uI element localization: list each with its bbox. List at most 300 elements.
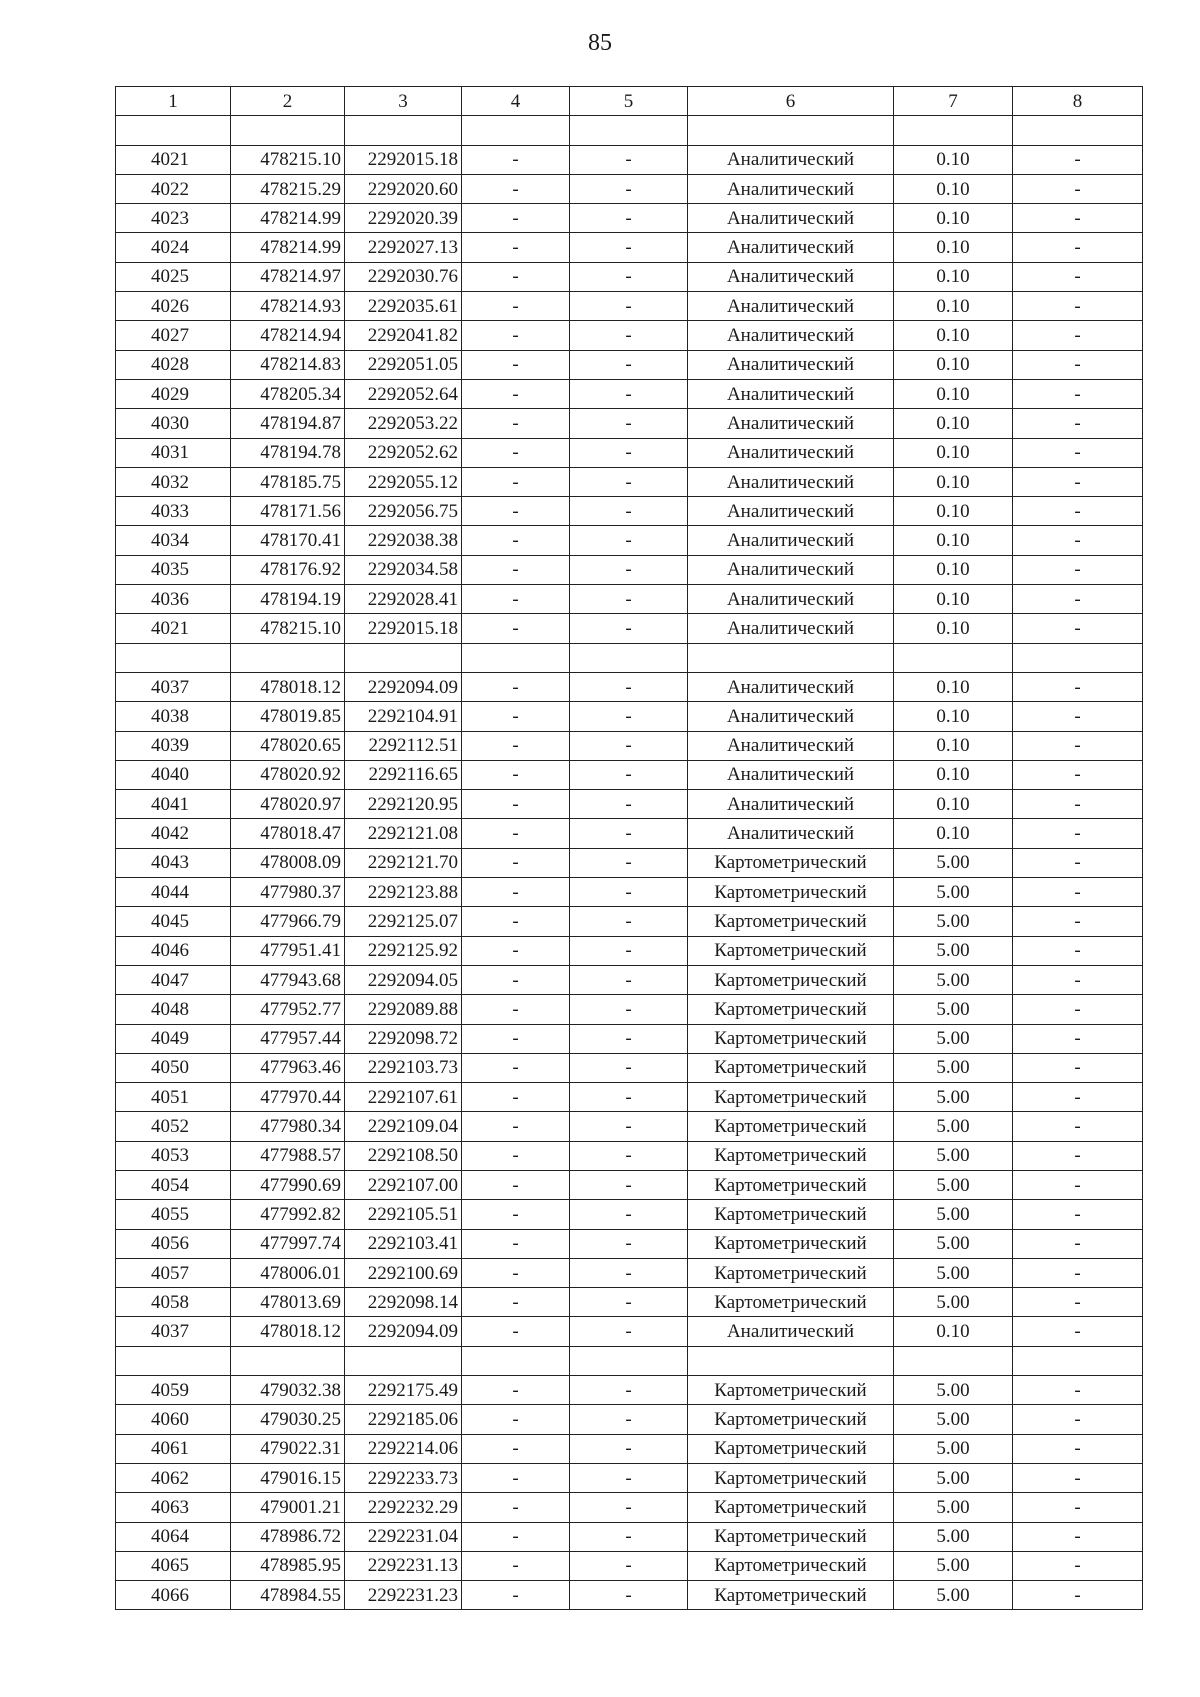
coord-x-cell: 478205.34 bbox=[231, 379, 345, 408]
coord-x-cell: 479016.15 bbox=[231, 1463, 345, 1492]
coord-y-cell: 2292116.65 bbox=[345, 760, 462, 789]
method-cell: Картометрический bbox=[688, 1170, 894, 1199]
coord-x-cell: 477952.77 bbox=[231, 995, 345, 1024]
col-4-cell: - bbox=[462, 1405, 570, 1434]
point-number-cell: 4032 bbox=[116, 467, 231, 496]
point-number-cell: 4042 bbox=[116, 819, 231, 848]
col-4-cell bbox=[462, 643, 570, 672]
col-5-cell: - bbox=[570, 555, 688, 584]
col-8-cell: - bbox=[1013, 379, 1143, 408]
header-row bbox=[116, 87, 1143, 116]
table-row bbox=[116, 878, 1143, 907]
coord-x-cell: 477963.46 bbox=[231, 1053, 345, 1082]
coord-x-cell: 479032.38 bbox=[231, 1376, 345, 1405]
method-cell: Аналитический bbox=[688, 292, 894, 321]
method-cell: Аналитический bbox=[688, 409, 894, 438]
col-5-cell: - bbox=[570, 936, 688, 965]
table-row bbox=[116, 760, 1143, 789]
col-5-cell: - bbox=[570, 848, 688, 877]
table-body bbox=[116, 116, 1143, 1610]
coord-y-cell: 2292109.04 bbox=[345, 1112, 462, 1141]
col-8-cell: - bbox=[1013, 321, 1143, 350]
table-row bbox=[116, 204, 1143, 233]
accuracy-cell: 0.10 bbox=[894, 760, 1013, 789]
coord-x-cell: 477980.34 bbox=[231, 1112, 345, 1141]
col-4-cell: - bbox=[462, 497, 570, 526]
header-cell: 7 bbox=[894, 87, 1013, 116]
col-4-cell: - bbox=[462, 1024, 570, 1053]
col-5-cell: - bbox=[570, 409, 688, 438]
col-5-cell: - bbox=[570, 1053, 688, 1082]
method-cell bbox=[688, 643, 894, 672]
accuracy-cell bbox=[894, 1346, 1013, 1375]
accuracy-cell: 0.10 bbox=[894, 321, 1013, 350]
table-row bbox=[116, 1493, 1143, 1522]
coord-y-cell: 2292231.23 bbox=[345, 1581, 462, 1610]
point-number-cell: 4061 bbox=[116, 1434, 231, 1463]
method-cell: Картометрический bbox=[688, 907, 894, 936]
accuracy-cell: 5.00 bbox=[894, 1463, 1013, 1492]
coord-x-cell: 478214.93 bbox=[231, 292, 345, 321]
col-8-cell: - bbox=[1013, 1170, 1143, 1199]
coord-y-cell: 2292053.22 bbox=[345, 409, 462, 438]
coord-x-cell: 478215.10 bbox=[231, 145, 345, 174]
accuracy-cell: 0.10 bbox=[894, 204, 1013, 233]
point-number-cell: 4047 bbox=[116, 965, 231, 994]
col-8-cell: - bbox=[1013, 731, 1143, 760]
col-4-cell: - bbox=[462, 965, 570, 994]
header-cell: 2 bbox=[231, 87, 345, 116]
table-row bbox=[116, 1463, 1143, 1492]
point-number-cell: 4063 bbox=[116, 1493, 231, 1522]
coord-y-cell: 2292098.14 bbox=[345, 1288, 462, 1317]
method-cell bbox=[688, 1346, 894, 1375]
col-8-cell: - bbox=[1013, 995, 1143, 1024]
coordinates-table bbox=[115, 86, 1143, 1610]
col-5-cell: - bbox=[570, 1581, 688, 1610]
coord-y-cell: 2292105.51 bbox=[345, 1200, 462, 1229]
method-cell: Аналитический bbox=[688, 790, 894, 819]
point-number-cell: 4040 bbox=[116, 760, 231, 789]
col-4-cell: - bbox=[462, 819, 570, 848]
method-cell: Аналитический bbox=[688, 174, 894, 203]
col-5-cell: - bbox=[570, 1463, 688, 1492]
col-5-cell: - bbox=[570, 350, 688, 379]
coord-x-cell: 478020.92 bbox=[231, 760, 345, 789]
col-8-cell: - bbox=[1013, 790, 1143, 819]
coord-y-cell: 2292094.05 bbox=[345, 965, 462, 994]
point-number-cell: 4046 bbox=[116, 936, 231, 965]
accuracy-cell: 5.00 bbox=[894, 1200, 1013, 1229]
col-5-cell: - bbox=[570, 292, 688, 321]
point-number-cell: 4035 bbox=[116, 555, 231, 584]
table-row bbox=[116, 497, 1143, 526]
accuracy-cell: 5.00 bbox=[894, 907, 1013, 936]
method-cell: Аналитический bbox=[688, 145, 894, 174]
method-cell: Аналитический bbox=[688, 819, 894, 848]
col-8-cell: - bbox=[1013, 409, 1143, 438]
method-cell: Аналитический bbox=[688, 233, 894, 262]
coord-y-cell: 2292120.95 bbox=[345, 790, 462, 819]
col-4-cell: - bbox=[462, 936, 570, 965]
table-row bbox=[116, 995, 1143, 1024]
point-number-cell: 4025 bbox=[116, 262, 231, 291]
accuracy-cell: 0.10 bbox=[894, 174, 1013, 203]
col-4-cell: - bbox=[462, 438, 570, 467]
coord-x-cell: 478018.12 bbox=[231, 672, 345, 701]
table-row bbox=[116, 643, 1143, 672]
accuracy-cell bbox=[894, 116, 1013, 145]
col-8-cell: - bbox=[1013, 1053, 1143, 1082]
point-number-cell: 4022 bbox=[116, 174, 231, 203]
table-row bbox=[116, 1317, 1143, 1346]
col-4-cell: - bbox=[462, 1141, 570, 1170]
col-4-cell: - bbox=[462, 350, 570, 379]
accuracy-cell: 0.10 bbox=[894, 497, 1013, 526]
col-4-cell: - bbox=[462, 1434, 570, 1463]
method-cell: Аналитический bbox=[688, 1317, 894, 1346]
method-cell: Аналитический bbox=[688, 321, 894, 350]
col-5-cell: - bbox=[570, 1200, 688, 1229]
col-8-cell: - bbox=[1013, 1317, 1143, 1346]
col-4-cell: - bbox=[462, 672, 570, 701]
coord-y-cell: 2292233.73 bbox=[345, 1463, 462, 1492]
coord-x-cell: 477990.69 bbox=[231, 1170, 345, 1199]
col-4-cell: - bbox=[462, 1170, 570, 1199]
col-5-cell: - bbox=[570, 1229, 688, 1258]
point-number-cell: 4021 bbox=[116, 145, 231, 174]
col-8-cell: - bbox=[1013, 1258, 1143, 1287]
method-cell: Картометрический bbox=[688, 1112, 894, 1141]
col-5-cell: - bbox=[570, 1434, 688, 1463]
coord-y-cell: 2292015.18 bbox=[345, 614, 462, 643]
coord-y-cell: 2292121.70 bbox=[345, 848, 462, 877]
col-5-cell: - bbox=[570, 497, 688, 526]
coord-x-cell: 479030.25 bbox=[231, 1405, 345, 1434]
method-cell: Аналитический bbox=[688, 350, 894, 379]
accuracy-cell: 5.00 bbox=[894, 1112, 1013, 1141]
col-4-cell: - bbox=[462, 1317, 570, 1346]
coord-y-cell: 2292121.08 bbox=[345, 819, 462, 848]
col-5-cell: - bbox=[570, 1083, 688, 1112]
col-8-cell: - bbox=[1013, 1463, 1143, 1492]
accuracy-cell: 5.00 bbox=[894, 995, 1013, 1024]
table-row bbox=[116, 1405, 1143, 1434]
col-5-cell bbox=[570, 116, 688, 145]
col-5-cell: - bbox=[570, 907, 688, 936]
table-row bbox=[116, 1376, 1143, 1405]
table-row bbox=[116, 848, 1143, 877]
method-cell: Аналитический bbox=[688, 731, 894, 760]
point-number-cell: 4052 bbox=[116, 1112, 231, 1141]
coord-x-cell bbox=[231, 116, 345, 145]
coord-x-cell: 478194.87 bbox=[231, 409, 345, 438]
header-cell: 6 bbox=[688, 87, 894, 116]
col-8-cell: - bbox=[1013, 555, 1143, 584]
coord-y-cell: 2292098.72 bbox=[345, 1024, 462, 1053]
table-row bbox=[116, 379, 1143, 408]
table-row bbox=[116, 1434, 1143, 1463]
col-8-cell: - bbox=[1013, 145, 1143, 174]
col-8-cell: - bbox=[1013, 1083, 1143, 1112]
coord-y-cell: 2292094.09 bbox=[345, 1317, 462, 1346]
coord-x-cell: 478008.09 bbox=[231, 848, 345, 877]
col-4-cell: - bbox=[462, 233, 570, 262]
col-8-cell: - bbox=[1013, 1024, 1143, 1053]
col-4-cell: - bbox=[462, 321, 570, 350]
table-row bbox=[116, 1522, 1143, 1551]
coord-y-cell: 2292028.41 bbox=[345, 585, 462, 614]
col-5-cell: - bbox=[570, 614, 688, 643]
coord-y-cell: 2292125.92 bbox=[345, 936, 462, 965]
accuracy-cell: 5.00 bbox=[894, 848, 1013, 877]
col-5-cell: - bbox=[570, 467, 688, 496]
col-8-cell: - bbox=[1013, 760, 1143, 789]
accuracy-cell: 0.10 bbox=[894, 555, 1013, 584]
col-5-cell: - bbox=[570, 1288, 688, 1317]
coord-y-cell bbox=[345, 1346, 462, 1375]
table-row bbox=[116, 409, 1143, 438]
point-number-cell: 4050 bbox=[116, 1053, 231, 1082]
col-5-cell: - bbox=[570, 1141, 688, 1170]
point-number-cell: 4062 bbox=[116, 1463, 231, 1492]
col-5-cell: - bbox=[570, 819, 688, 848]
col-4-cell: - bbox=[462, 145, 570, 174]
col-5-cell: - bbox=[570, 1024, 688, 1053]
page-number: 85 bbox=[588, 30, 612, 56]
point-number-cell: 4053 bbox=[116, 1141, 231, 1170]
accuracy-cell: 0.10 bbox=[894, 292, 1013, 321]
method-cell: Картометрический bbox=[688, 936, 894, 965]
coord-y-cell: 2292041.82 bbox=[345, 321, 462, 350]
point-number-cell: 4055 bbox=[116, 1200, 231, 1229]
method-cell: Картометрический bbox=[688, 1581, 894, 1610]
col-8-cell: - bbox=[1013, 672, 1143, 701]
method-cell: Картометрический bbox=[688, 1288, 894, 1317]
point-number-cell: 4060 bbox=[116, 1405, 231, 1434]
col-8-cell: - bbox=[1013, 878, 1143, 907]
coord-y-cell: 2292034.58 bbox=[345, 555, 462, 584]
col-4-cell: - bbox=[462, 262, 570, 291]
point-number-cell: 4037 bbox=[116, 1317, 231, 1346]
coord-x-cell: 478214.94 bbox=[231, 321, 345, 350]
point-number-cell: 4033 bbox=[116, 497, 231, 526]
method-cell bbox=[688, 116, 894, 145]
point-number-cell: 4028 bbox=[116, 350, 231, 379]
accuracy-cell: 0.10 bbox=[894, 790, 1013, 819]
accuracy-cell: 0.10 bbox=[894, 145, 1013, 174]
table-row bbox=[116, 790, 1143, 819]
coord-x-cell: 478214.99 bbox=[231, 204, 345, 233]
col-8-cell: - bbox=[1013, 438, 1143, 467]
point-number-cell bbox=[116, 643, 231, 672]
method-cell: Картометрический bbox=[688, 1200, 894, 1229]
point-number-cell: 4058 bbox=[116, 1288, 231, 1317]
col-8-cell: - bbox=[1013, 204, 1143, 233]
coord-y-cell: 2292232.29 bbox=[345, 1493, 462, 1522]
col-8-cell: - bbox=[1013, 936, 1143, 965]
method-cell: Картометрический bbox=[688, 1258, 894, 1287]
table-row bbox=[116, 1200, 1143, 1229]
coord-x-cell: 478986.72 bbox=[231, 1522, 345, 1551]
col-8-cell: - bbox=[1013, 233, 1143, 262]
coord-x-cell: 479022.31 bbox=[231, 1434, 345, 1463]
col-5-cell: - bbox=[570, 321, 688, 350]
col-5-cell: - bbox=[570, 174, 688, 203]
accuracy-cell: 0.10 bbox=[894, 585, 1013, 614]
coord-x-cell bbox=[231, 1346, 345, 1375]
point-number-cell: 4054 bbox=[116, 1170, 231, 1199]
coord-x-cell: 478194.78 bbox=[231, 438, 345, 467]
method-cell: Картометрический bbox=[688, 1376, 894, 1405]
point-number-cell: 4038 bbox=[116, 702, 231, 731]
coord-x-cell: 478171.56 bbox=[231, 497, 345, 526]
method-cell: Картометрический bbox=[688, 1551, 894, 1580]
point-number-cell: 4049 bbox=[116, 1024, 231, 1053]
coord-x-cell: 477951.41 bbox=[231, 936, 345, 965]
method-cell: Аналитический bbox=[688, 585, 894, 614]
col-4-cell: - bbox=[462, 1376, 570, 1405]
col-4-cell: - bbox=[462, 555, 570, 584]
table-row bbox=[116, 1581, 1143, 1610]
table-row bbox=[116, 1053, 1143, 1082]
col-8-cell: - bbox=[1013, 1551, 1143, 1580]
method-cell: Картометрический bbox=[688, 1141, 894, 1170]
method-cell: Аналитический bbox=[688, 672, 894, 701]
table-row bbox=[116, 292, 1143, 321]
point-number-cell: 4044 bbox=[116, 878, 231, 907]
col-4-cell: - bbox=[462, 1112, 570, 1141]
col-8-cell: - bbox=[1013, 1112, 1143, 1141]
method-cell: Картометрический bbox=[688, 878, 894, 907]
accuracy-cell: 5.00 bbox=[894, 1288, 1013, 1317]
col-8-cell: - bbox=[1013, 1434, 1143, 1463]
table-row bbox=[116, 1288, 1143, 1317]
coord-y-cell: 2292052.64 bbox=[345, 379, 462, 408]
point-number-cell: 4021 bbox=[116, 614, 231, 643]
table-row bbox=[116, 614, 1143, 643]
col-4-cell: - bbox=[462, 1551, 570, 1580]
table-row bbox=[116, 1112, 1143, 1141]
col-4-cell: - bbox=[462, 174, 570, 203]
header-cell: 4 bbox=[462, 87, 570, 116]
coord-x-cell: 478020.97 bbox=[231, 790, 345, 819]
method-cell: Картометрический bbox=[688, 1463, 894, 1492]
table-row bbox=[116, 1346, 1143, 1375]
coord-y-cell: 2292123.88 bbox=[345, 878, 462, 907]
col-8-cell: - bbox=[1013, 1376, 1143, 1405]
col-4-cell: - bbox=[462, 731, 570, 760]
coord-x-cell: 478018.47 bbox=[231, 819, 345, 848]
col-4-cell: - bbox=[462, 1200, 570, 1229]
col-8-cell: - bbox=[1013, 819, 1143, 848]
method-cell: Картометрический bbox=[688, 965, 894, 994]
coord-y-cell: 2292231.13 bbox=[345, 1551, 462, 1580]
col-5-cell: - bbox=[570, 965, 688, 994]
header-cell: 8 bbox=[1013, 87, 1143, 116]
table-row bbox=[116, 350, 1143, 379]
col-4-cell: - bbox=[462, 790, 570, 819]
coord-y-cell: 2292107.61 bbox=[345, 1083, 462, 1112]
accuracy-cell: 0.10 bbox=[894, 350, 1013, 379]
method-cell: Картометрический bbox=[688, 1083, 894, 1112]
col-4-cell: - bbox=[462, 1288, 570, 1317]
col-8-cell: - bbox=[1013, 350, 1143, 379]
header-cell: 5 bbox=[570, 87, 688, 116]
col-8-cell: - bbox=[1013, 848, 1143, 877]
col-5-cell: - bbox=[570, 233, 688, 262]
method-cell: Аналитический bbox=[688, 262, 894, 291]
table-row bbox=[116, 233, 1143, 262]
col-8-cell: - bbox=[1013, 1200, 1143, 1229]
accuracy-cell: 0.10 bbox=[894, 262, 1013, 291]
accuracy-cell: 5.00 bbox=[894, 1053, 1013, 1082]
accuracy-cell: 5.00 bbox=[894, 1522, 1013, 1551]
col-4-cell bbox=[462, 1346, 570, 1375]
coord-y-cell: 2292185.06 bbox=[345, 1405, 462, 1434]
col-8-cell bbox=[1013, 643, 1143, 672]
accuracy-cell: 5.00 bbox=[894, 1024, 1013, 1053]
coord-y-cell: 2292035.61 bbox=[345, 292, 462, 321]
accuracy-cell: 5.00 bbox=[894, 965, 1013, 994]
point-number-cell: 4027 bbox=[116, 321, 231, 350]
table-row bbox=[116, 1229, 1143, 1258]
col-8-cell: - bbox=[1013, 497, 1143, 526]
col-8-cell: - bbox=[1013, 1405, 1143, 1434]
accuracy-cell: 0.10 bbox=[894, 409, 1013, 438]
table-row bbox=[116, 145, 1143, 174]
coord-x-cell: 478215.10 bbox=[231, 614, 345, 643]
method-cell: Аналитический bbox=[688, 204, 894, 233]
col-4-cell: - bbox=[462, 1229, 570, 1258]
coord-y-cell: 2292104.91 bbox=[345, 702, 462, 731]
point-number-cell: 4065 bbox=[116, 1551, 231, 1580]
col-4-cell: - bbox=[462, 760, 570, 789]
table-row bbox=[116, 262, 1143, 291]
col-5-cell: - bbox=[570, 1258, 688, 1287]
point-number-cell: 4057 bbox=[116, 1258, 231, 1287]
point-number-cell: 4037 bbox=[116, 672, 231, 701]
col-8-cell: - bbox=[1013, 1581, 1143, 1610]
accuracy-cell: 0.10 bbox=[894, 702, 1013, 731]
table-row bbox=[116, 438, 1143, 467]
col-5-cell: - bbox=[570, 379, 688, 408]
col-8-cell: - bbox=[1013, 1229, 1143, 1258]
col-5-cell: - bbox=[570, 672, 688, 701]
col-4-cell: - bbox=[462, 1581, 570, 1610]
coord-x-cell: 477992.82 bbox=[231, 1200, 345, 1229]
col-4-cell: - bbox=[462, 204, 570, 233]
col-4-cell: - bbox=[462, 1522, 570, 1551]
col-4-cell: - bbox=[462, 1463, 570, 1492]
col-8-cell: - bbox=[1013, 1522, 1143, 1551]
col-4-cell: - bbox=[462, 1083, 570, 1112]
coord-x-cell: 478984.55 bbox=[231, 1581, 345, 1610]
accuracy-cell: 5.00 bbox=[894, 1141, 1013, 1170]
col-5-cell: - bbox=[570, 585, 688, 614]
col-8-cell: - bbox=[1013, 907, 1143, 936]
point-number-cell bbox=[116, 1346, 231, 1375]
coord-x-cell: 477943.68 bbox=[231, 965, 345, 994]
point-number-cell: 4064 bbox=[116, 1522, 231, 1551]
coord-x-cell: 477988.57 bbox=[231, 1141, 345, 1170]
col-5-cell: - bbox=[570, 1112, 688, 1141]
method-cell: Аналитический bbox=[688, 555, 894, 584]
accuracy-cell: 5.00 bbox=[894, 936, 1013, 965]
method-cell: Картометрический bbox=[688, 1229, 894, 1258]
accuracy-cell: 5.00 bbox=[894, 878, 1013, 907]
method-cell: Аналитический bbox=[688, 467, 894, 496]
